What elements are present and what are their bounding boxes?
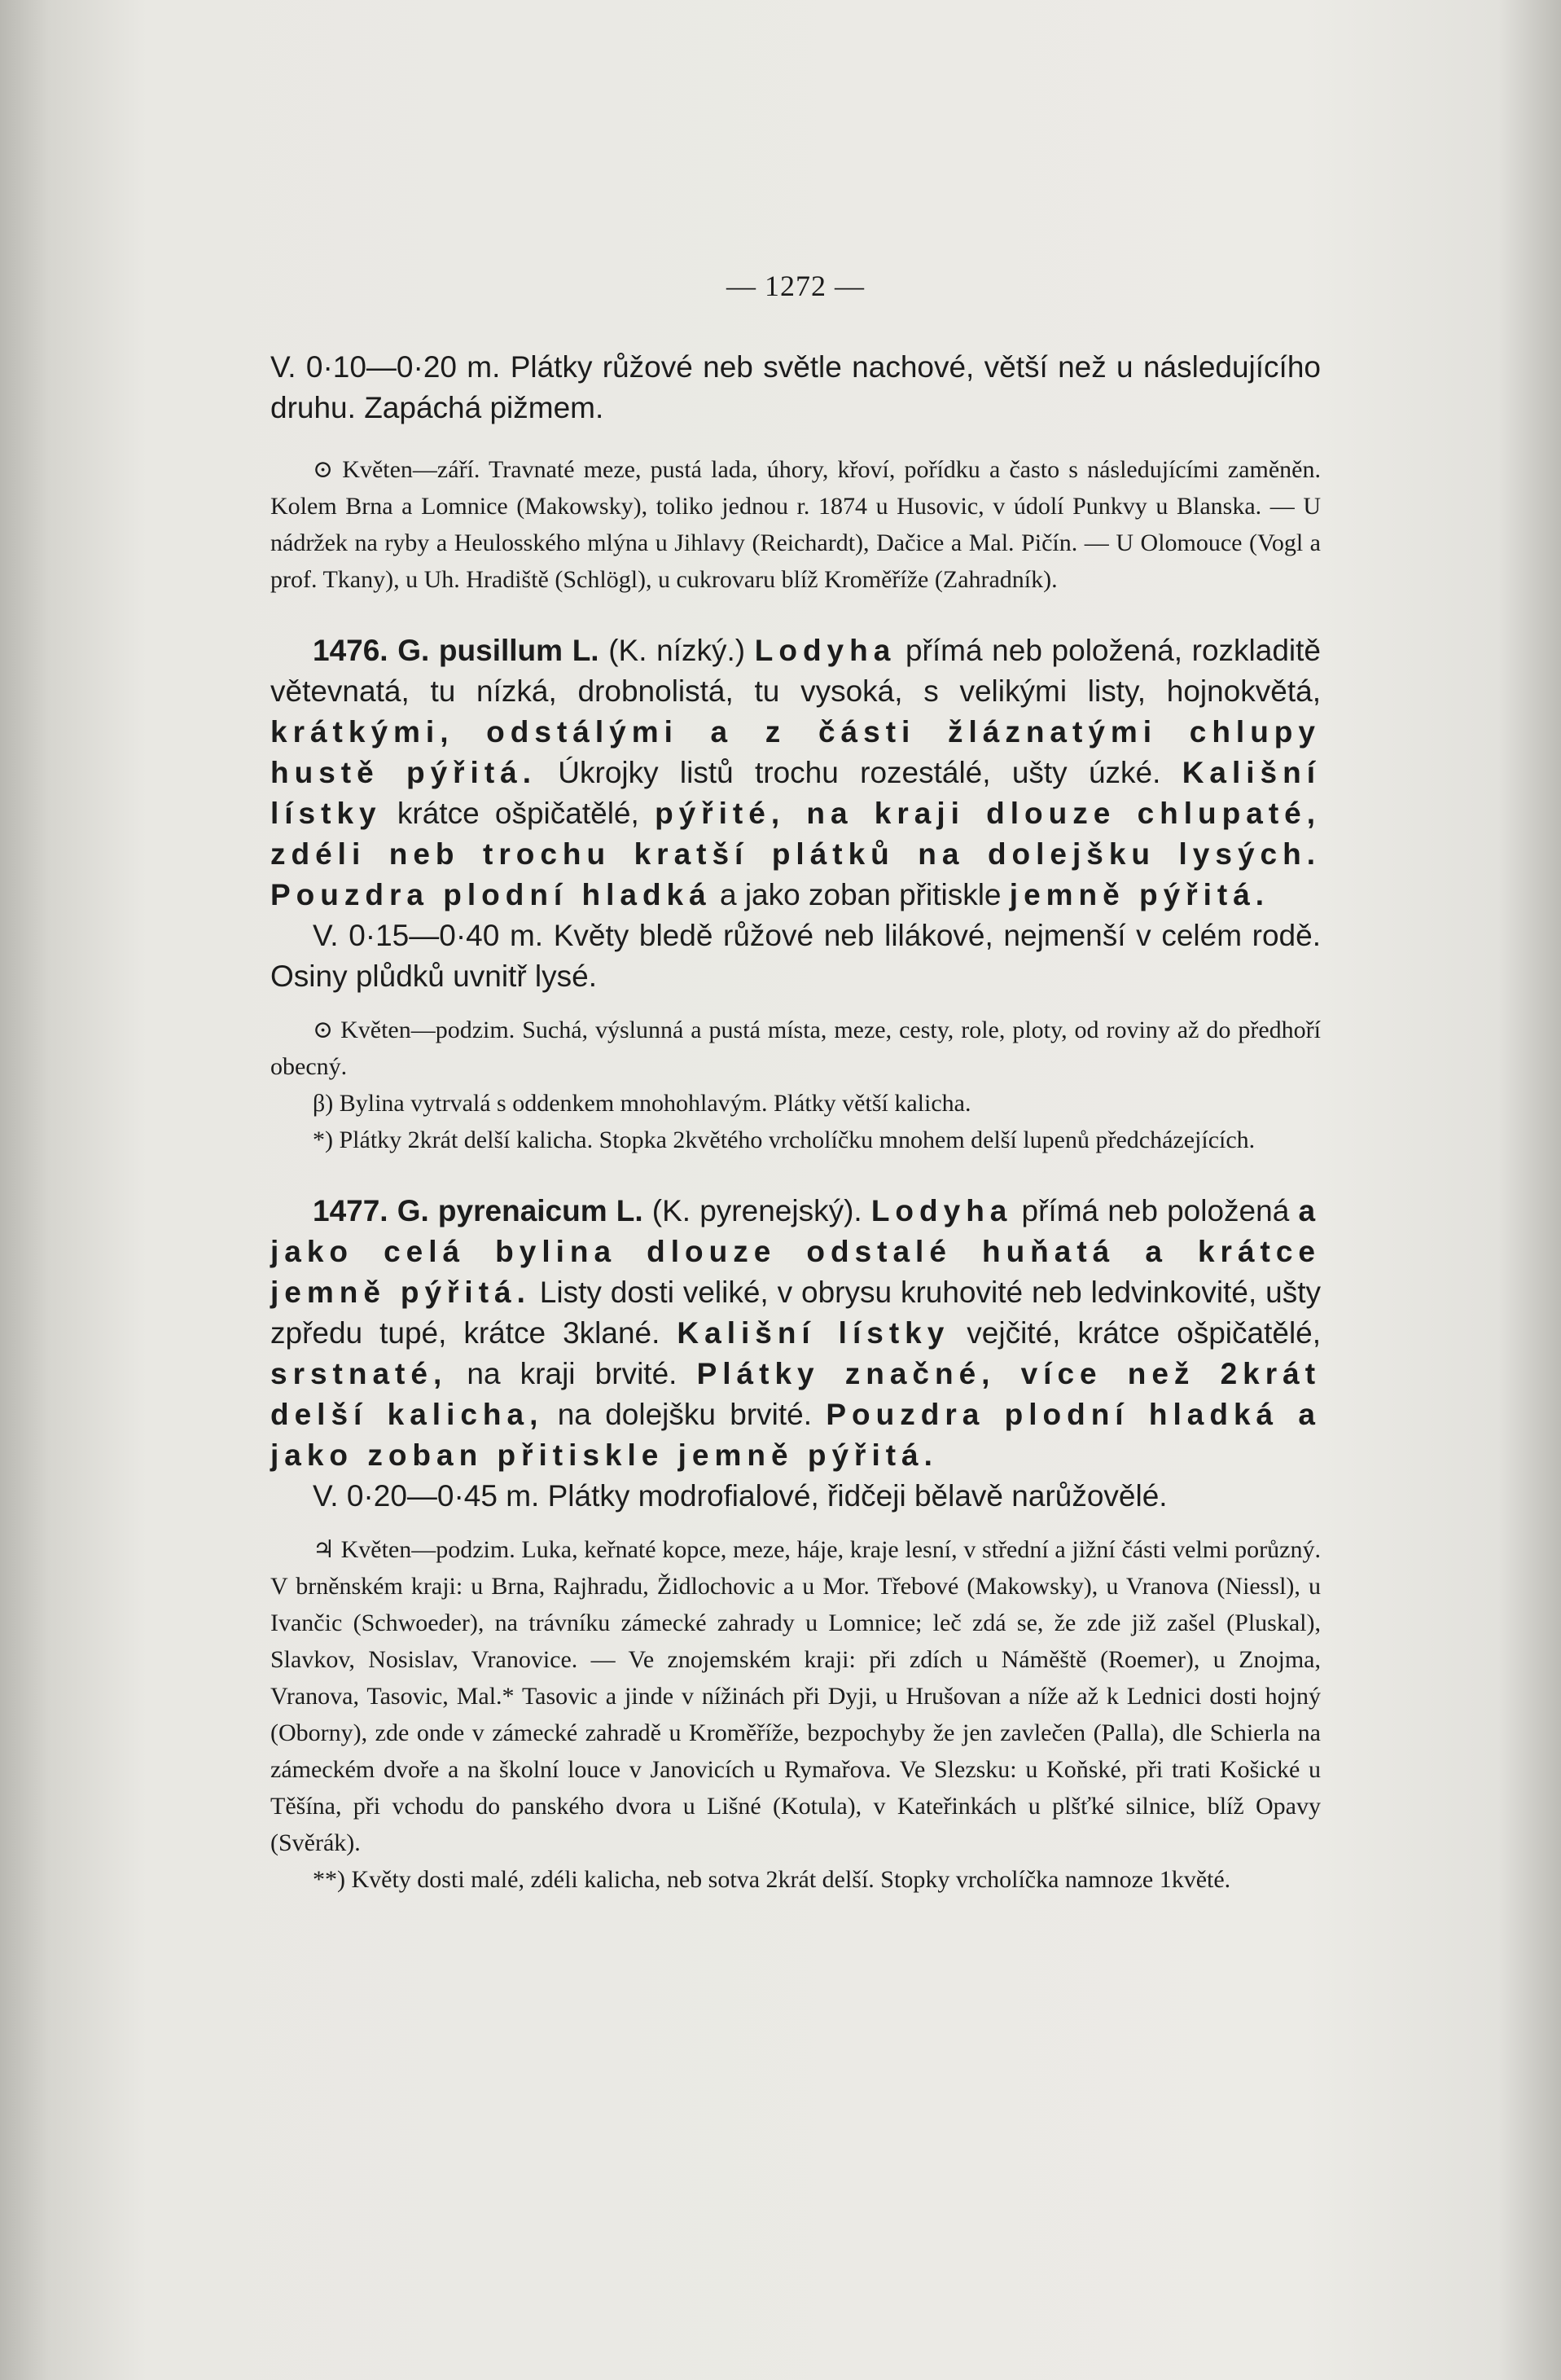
page-number: — 1272 — <box>726 270 865 302</box>
species-1476-desc-1: Lodyha <box>754 634 897 667</box>
species-1476-note-beta: β) Bylina vytrvalá s oddenkem mnohohlavým. Plátky větší kalicha. <box>313 1090 971 1117</box>
species-1477-desc-8: na kraji brvité. <box>467 1357 677 1390</box>
species-1477-height-text: V. 0·20—0·45 m. Plátky modrofialové, řidčeji bělavě narůžovělé. <box>313 1479 1168 1513</box>
species-1477-desc-3: a jako celá bylina dlouze odstalé huňatá a krátce jemně pýřitá. <box>270 1194 1322 1309</box>
species-1476-desc-7: pýřité, na kraji dlouze chlupaté, zdéli neb trochu kratší plátků na dolejšku lysých. <box>270 797 1321 871</box>
species-1476-desc-8: Pouzdra plodní hladká <box>270 878 712 911</box>
species-1477-desc-9: Plátky značné, více než 2krát delší kalicha, <box>270 1357 1322 1431</box>
species-1477-number: 1477. <box>313 1194 388 1227</box>
species-1477-desc-7: srstnaté, <box>270 1357 448 1390</box>
species-1477-desc-2: přímá neb položená <box>1021 1194 1290 1227</box>
species-1476-habitat: ⊙ Květen—podzim. Suchá, výslunná a pustá místa, meze, cesty, role, ploty, od roviny až do předhoří obecný. <box>270 1017 1321 1080</box>
species-1477-desc-6: vejčité, krátce ošpičatělé, <box>967 1316 1322 1350</box>
species-1476-desc-9: a jako zoban přitiskle <box>719 878 1002 911</box>
species-1476-desc-3: krátkými, odstálými a z části žláznatými chlupy hustě pýřitá. <box>270 715 1321 789</box>
species-1477-desc-4: Listy dosti veliké, v obrysu kruhovité neb ledvinkovité, ušty zpředu tupé, krátce 3klané. <box>270 1276 1321 1350</box>
page-text <box>270 269 1321 1898</box>
species-1476-desc-5: Kališní lístky <box>270 756 1322 830</box>
species-1477-habitat: ♃ Květen—podzim. Luka, keřnaté kopce, meze, háje, kraje lesní, v střední a jižní části velmi porůzný. V brněnském kraji: u Brna, Rajhradu, Židlochovic a u Mor. Třebové (Makowsky), u Vranova (Niessl), u Ivančic (Schwoeder), na trávníku zámecké zahrady u Lomnice; leč zdá se, že zde již zašel (Pluskal), Slavkov, Nosislav, Vranovice. — Ve znojemském kraji: při zdích u Náměště (Roemer), u Znojma, Vranova, Tasovic, Mal.* Tasovic a jinde v nížinách při Dyji, u Hrušovan a níže až k Lednici dosti hojný (Oborny), zde onde v zámecké zahradě u Kroměříže, bezpochyby že jen zavlečen (Palla), dle Schierla na zámeckém dvoře a na školní louce v Janovicích u Rymařova. Ve Slezsku: u Koňské, při trati Košické u Těšína, při vchodu do panského dvora u Lišné (Kotula), v Kateřinkách u plšťké silnice, blíž Opavy (Svěrák). <box>270 1536 1321 1856</box>
species-1476-note-star: *) Plátky 2krát delší kalicha. Stopka 2květého vrcholíčku mnohem delší lupenů předcházejících. <box>313 1126 1256 1153</box>
species-1476-height-text: V. 0·15—0·40 m. Květy bledě růžové neb lilákové, nejmenší v celém rodě. Osiny plůdků uvnitř lysé. <box>270 919 1321 993</box>
species-1476-desc-10: jemně pýřitá. <box>1009 878 1270 911</box>
species-1477-name: G. pyrenaicum L. <box>397 1194 643 1227</box>
species-1476-description <box>270 630 1321 916</box>
species-1476-desc-2: přímá neb položená, rozkladitě větevnatá, tu nízká, drobnolistá, tu vysoká, s velikými listy, hojnokvětá, <box>270 634 1321 708</box>
species-1477-desc-1: Lodyha <box>870 1194 1013 1227</box>
species-1477-desc-5: Kališní lístky <box>677 1316 950 1350</box>
species-1476-desc-4: Úkrojky listů trochu rozestálé, ušty úzké. <box>558 756 1161 789</box>
species-1477-desc-10: na dolejšku brvité. <box>557 1398 813 1431</box>
species-1476-number: 1476. <box>313 634 388 667</box>
species-1477-description <box>270 1191 1321 1476</box>
species-1477-common: (K. pyrenejský). <box>651 1194 862 1227</box>
species-1477-note-star: **) Květy dosti malé, zdéli kalicha, neb sotva 2krát delší. Stopky vrcholíčka namnoze 1květé. <box>313 1866 1231 1893</box>
species-1476-common: (K. nízký.) <box>608 634 746 667</box>
species-1476-name: G. pusillum L. <box>397 634 599 667</box>
intro-height-text: V. 0·10—0·20 m. Plátky růžové neb světle nachové, větší než u následujícího druhu. Zapáchá pižmem. <box>270 350 1321 424</box>
species-1476-desc-6: krátce ošpičatělé, <box>397 797 639 830</box>
intro-habitat: ⊙ Květen—září. Travnaté meze, pustá lada, úhory, křoví, pořídku a často s následujícími zaměněn. Kolem Brna a Lomnice (Makowsky), toliko jednou r. 1874 u Husovic, v údolí Punkvy u Blanska. — U nádržek na ryby a Heulosského mlýna u Jihlavy (Reichardt), Dačice a Mal. Pičín. — U Olomouce (Vogl a prof. Tkany), u Uh. Hradiště (Schlögl), u cukrovaru blíž Kroměříže (Zahradník). <box>270 456 1321 593</box>
species-1477-desc-11: Pouzdra plodní hladká a jako zoban přitiskle jemně pýřitá. <box>270 1398 1322 1472</box>
